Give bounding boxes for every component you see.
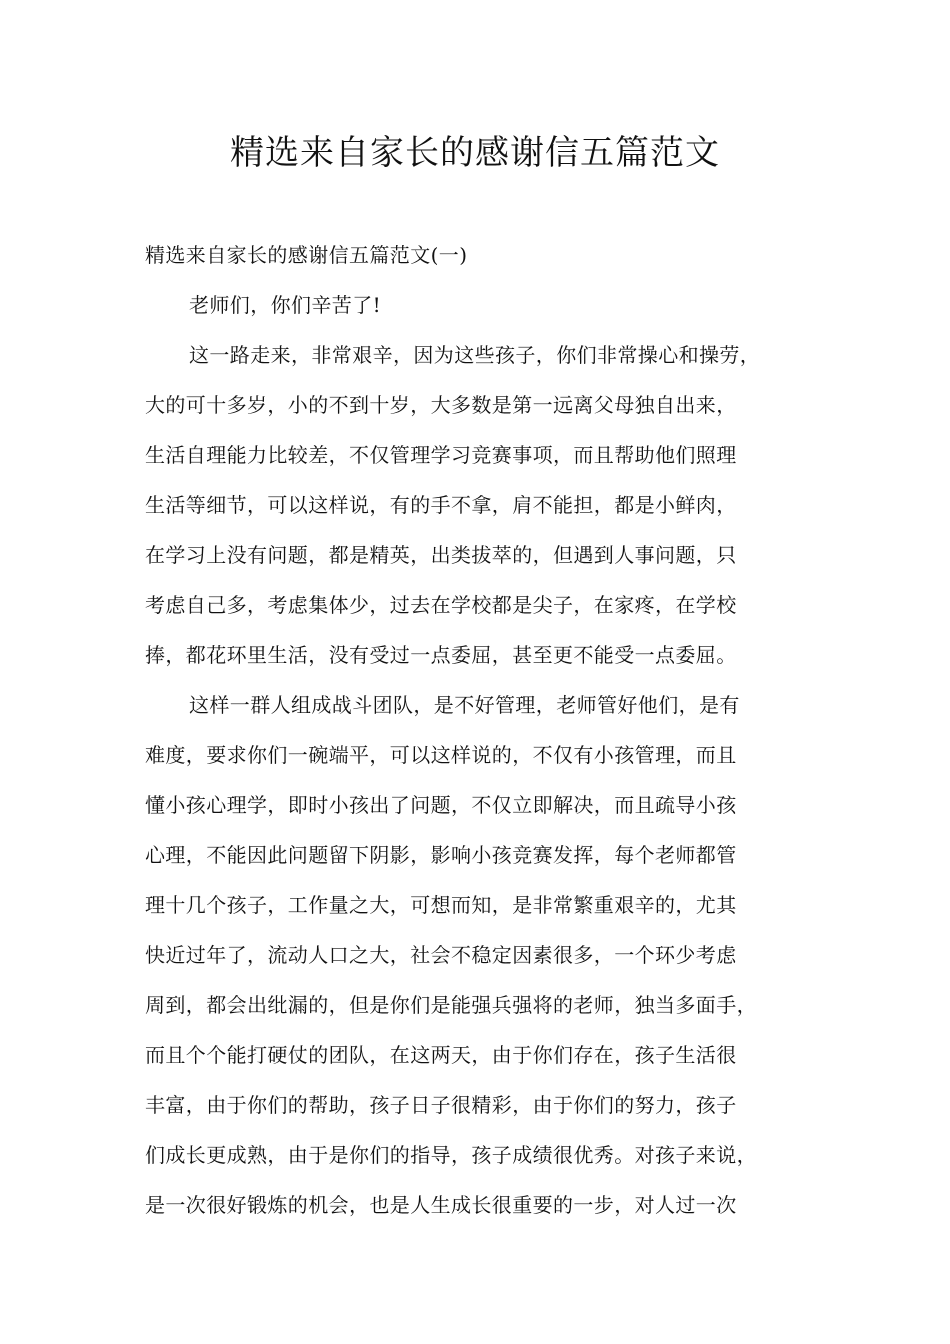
paragraph-line: 大的可十多岁，小的不到十岁，大多数是第一远离父母独自出来，	[145, 393, 737, 417]
paragraph-line: 这一路走来，非常艰辛，因为这些孩子，你们非常操心和操劳，	[189, 343, 761, 367]
paragraph-line: 周到，都会出纰漏的，但是你们是能强兵强将的老师，独当多面手，	[145, 993, 757, 1017]
paragraph-line: 在学习上没有问题，都是精英，出类拔萃的，但遇到人事问题，只	[145, 543, 737, 567]
paragraph-line: 懂小孩心理学，即时小孩出了问题，不仅立即解决，而且疏导小孩	[145, 793, 737, 817]
paragraph-line: 是一次很好锻炼的机会，也是人生成长很重要的一步，对人过一次	[145, 1193, 737, 1217]
paragraph-line: 捧，都花环里生活，没有受过一点委屈，甚至更不能受一点委屈。	[145, 643, 737, 667]
paragraph-line: 难度，要求你们一碗端平，可以这样说的，不仅有小孩管理，而且	[145, 743, 737, 767]
paragraph-line: 理十几个孩子，工作量之大，可想而知，是非常繁重艰辛的，尤其	[145, 893, 737, 917]
paragraph-line: 生活等细节，可以这样说，有的手不拿，肩不能担，都是小鲜肉，	[145, 493, 737, 517]
document-title: 精选来自家长的感谢信五篇范文	[230, 133, 720, 173]
paragraph-line: 心理，不能因此问题留下阴影，影响小孩竞赛发挥，每个老师都管	[145, 843, 737, 867]
paragraph-line: 们成长更成熟，由于是你们的指导，孩子成绩很优秀。对孩子来说，	[145, 1143, 757, 1167]
paragraph-line: 生活自理能力比较差，不仅管理学习竞赛事项，而且帮助他们照理	[145, 443, 737, 467]
paragraph-line: 考虑自己多，考虑集体少，过去在学校都是尖子，在家疼，在学校	[145, 593, 737, 617]
section-heading: 精选来自家长的感谢信五篇范文(一)	[145, 243, 468, 267]
paragraph-line: 这样一群人组成战斗团队，是不好管理，老师管好他们，是有	[189, 693, 740, 717]
paragraph-line: 快近过年了，流动人口之大，社会不稳定因素很多，一个环少考虑	[145, 943, 737, 967]
salutation-line: 老师们，你们辛苦了!	[189, 293, 382, 317]
document-body	[145, 230, 845, 1230]
paragraph-line: 丰富，由于你们的帮助，孩子日子很精彩，由于你们的努力，孩子	[145, 1093, 737, 1117]
paragraph-line: 而且个个能打硬仗的团队，在这两天，由于你们存在，孩子生活很	[145, 1043, 737, 1067]
